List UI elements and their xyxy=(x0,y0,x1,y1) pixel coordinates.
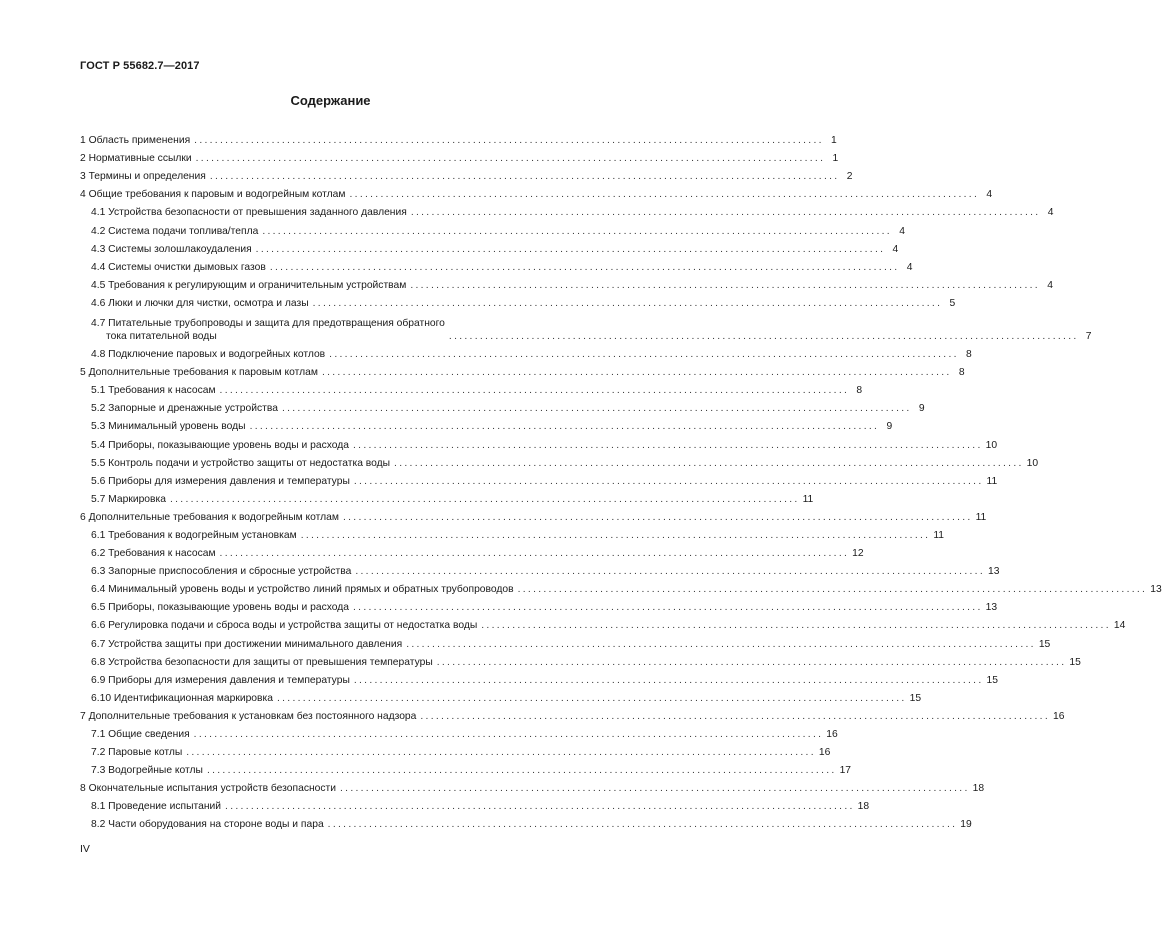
page-ref: 7 xyxy=(1085,330,1092,342)
document-header: ГОСТ Р 55682.7—2017 xyxy=(80,60,200,72)
dot-leader: .......................................................................................................................... xyxy=(276,692,907,704)
toc-entry-4-6[interactable]: 4.6 Люки и лючки для чистки, осмотра и лазы .......................................................................................................................... 5 xyxy=(91,297,956,309)
entry-label-line2: тока питательной воды xyxy=(106,330,217,342)
toc-entry-8-1[interactable]: 8.1 Проведение испытаний .......................................................................................................................... 18 xyxy=(91,801,870,813)
dot-leader: .......................................................................................................................... xyxy=(448,330,1079,342)
dot-leader: .......................................................................................................................... xyxy=(194,135,824,147)
toc-entry-4-2[interactable]: 4.2 Система подачи топлива/тепла .......................................................................................................................... 4 xyxy=(91,225,905,237)
dot-leader: .......................................................................................................................... xyxy=(300,529,931,541)
page-ref: 4 xyxy=(899,225,905,237)
toc-entry-5[interactable]: 5 Дополнительные требования к паровым котлам .......................................................................................................................... 8 xyxy=(80,367,965,379)
toc-entry-8[interactable]: 8 Окончательные испытания устройств безопасности .......................................................................................................................... 18 xyxy=(80,783,985,795)
dot-leader: .......................................................................................................................... xyxy=(327,819,958,831)
toc-entry-4-4[interactable]: 4.4 Системы очистки дымовых газов .......................................................................................................................... 4 xyxy=(91,261,913,273)
dot-leader: .......................................................................................................................... xyxy=(481,620,1111,632)
dot-leader: .......................................................................................................................... xyxy=(436,656,1067,668)
page-ref: 8 xyxy=(966,349,972,361)
toc-entry-6-5[interactable]: 6.5 Приборы, показывающие уровень воды и расхода .......................................................................................................................... 13 xyxy=(91,602,998,614)
toc-entry-6-2[interactable]: 6.2 Требования к насосам .......................................................................................................................... 12 xyxy=(91,548,864,560)
dot-leader: .......................................................................................................................... xyxy=(186,747,816,759)
page-ref: 12 xyxy=(852,548,864,560)
toc-entry-6-9[interactable]: 6.9 Приборы для измерения давления и температуры .......................................................................................................................... 15 xyxy=(91,674,998,686)
toc-entry-5-3[interactable]: 5.3 Минимальный уровень воды .......................................................................................................................... 9 xyxy=(91,421,893,433)
toc-entry-6[interactable]: 6 Дополнительные требования к водогрейным котлам .......................................................................................................................... 11 xyxy=(80,511,987,523)
dot-leader: .......................................................................................................................... xyxy=(353,602,983,614)
dot-leader: .......................................................................................................................... xyxy=(169,493,800,505)
toc-entry-4-8[interactable]: 4.8 Подключение паровых и водогрейных котлов .......................................................................................................................... 8 xyxy=(91,349,972,361)
dot-leader: .......................................................................................................................... xyxy=(269,261,900,273)
dot-leader: .......................................................................................................................... xyxy=(342,511,973,523)
page-ref: 18 xyxy=(972,783,985,795)
toc-entry-2[interactable]: 2 Нормативные ссылки .......................................................................................................................... 1 xyxy=(80,153,839,165)
dot-leader: .......................................................................................................................... xyxy=(219,548,850,560)
dot-leader: .......................................................................................................................... xyxy=(340,783,970,795)
page-ref: 15 xyxy=(1069,656,1081,668)
page-ref: 18 xyxy=(857,801,870,813)
toc-entry-5-5[interactable]: 5.5 Контроль подачи и устройство защиты от недостатка воды .......................................................................................................................... 10 xyxy=(91,457,1039,469)
page-ref: 10 xyxy=(1026,457,1039,469)
page-ref: 13 xyxy=(985,602,998,614)
page-ref: 11 xyxy=(802,493,814,505)
toc-entry-4-1[interactable]: 4.1 Устройства безопасности от превышения заданного давления .......................................................................................................................... 4 xyxy=(91,207,1054,219)
page-number: IV xyxy=(80,843,90,855)
toc-entry-6-3[interactable]: 6.3 Запорные приспособления и сбросные устройства .......................................................................................................................... 13 xyxy=(91,566,1000,578)
dot-leader: .......................................................................................................................... xyxy=(410,279,1040,291)
toc-entry-6-6[interactable]: 6.6 Регулировка подачи и сброса воды и устройства защиты от недостатка воды .......................................................................................................................... 14 xyxy=(91,620,1126,632)
dot-leader: .......................................................................................................................... xyxy=(225,801,855,813)
page-ref: 5 xyxy=(949,297,956,309)
page-ref: 4 xyxy=(1047,279,1053,291)
page-ref: 2 xyxy=(846,171,853,183)
dot-leader: .......................................................................................................................... xyxy=(219,385,850,397)
toc-entry-7-3[interactable]: 7.3 Водогрейные котлы .......................................................................................................................... 17 xyxy=(91,765,852,777)
dot-leader: .......................................................................................................................... xyxy=(349,189,980,201)
page-ref: 1 xyxy=(832,153,839,165)
toc-entry-4-7[interactable] xyxy=(80,310,1092,343)
toc-entry-6-1[interactable]: 6.1 Требования к водогрейным установкам .......................................................................................................................... 11 xyxy=(91,529,945,541)
dot-leader: .......................................................................................................................... xyxy=(195,153,826,165)
page-ref: 8 xyxy=(856,385,863,397)
toc-entry-4-3[interactable]: 4.3 Системы золошлакоудаления .......................................................................................................................... 4 xyxy=(91,243,899,255)
page-ref: 15 xyxy=(909,692,922,704)
page-ref: 13 xyxy=(987,566,1000,578)
page-ref: 19 xyxy=(960,819,972,831)
page-ref: 4 xyxy=(892,243,899,255)
page-ref: 4 xyxy=(906,261,913,273)
dot-leader: .......................................................................................................................... xyxy=(410,207,1041,219)
page-ref: 14 xyxy=(1113,620,1126,632)
table-of-contents xyxy=(80,129,1162,831)
page-ref: 11 xyxy=(986,475,998,487)
dot-leader: .......................................................................................................................... xyxy=(249,421,880,433)
dot-leader: .......................................................................................................................... xyxy=(517,584,1148,596)
toc-entry-6-10[interactable]: 6.10 Идентификационная маркировка .......................................................................................................................... 15 xyxy=(91,692,922,704)
page-ref: 4 xyxy=(986,189,993,201)
page-ref: 15 xyxy=(1038,638,1051,650)
page-ref: 11 xyxy=(933,529,945,541)
page-ref: 9 xyxy=(886,421,893,433)
page-ref: 10 xyxy=(985,439,998,451)
dot-leader: .......................................................................................................................... xyxy=(193,729,824,740)
page-ref: 13 xyxy=(1150,584,1162,596)
dot-leader: .......................................................................................................................... xyxy=(420,710,1051,722)
toc-entry-7[interactable]: 7 Дополнительные требования к установкам без постоянного надзора .......................................................................................................................... 16 xyxy=(80,710,1065,722)
dot-leader: .......................................................................................................................... xyxy=(355,566,985,578)
dot-leader: .......................................................................................................................... xyxy=(406,638,1036,650)
toc-entry-1[interactable]: 1 Область применения .......................................................................................................................... 1 xyxy=(80,135,837,147)
dot-leader: .......................................................................................................................... xyxy=(329,349,959,361)
toc-entry-6-4[interactable]: 6.4 Минимальный уровень воды и устройство линий прямых и обратных трубопроводов .......................................................................................................................... 13 xyxy=(91,584,1162,596)
toc-entry-6-8[interactable]: 6.8 Устройства безопасности для защиты от превышения температуры .......................................................................................................................... 15 xyxy=(91,656,1081,668)
page-ref: 15 xyxy=(986,674,998,686)
toc-entry-5-4[interactable]: 5.4 Приборы, показывающие уровень воды и расхода .......................................................................................................................... 10 xyxy=(91,439,998,451)
dot-leader: .......................................................................................................................... xyxy=(262,225,892,237)
toc-entry-5-1[interactable]: 5.1 Требования к насосам .......................................................................................................................... 8 xyxy=(91,385,863,397)
dot-leader: .......................................................................................................................... xyxy=(206,765,837,777)
dot-leader: .......................................................................................................................... xyxy=(255,243,886,255)
toc-entry-4[interactable]: 4 Общие требования к паровым и водогрейным котлам .......................................................................................................................... 4 xyxy=(80,189,993,201)
toc-entry-6-7[interactable]: 6.7 Устройства защиты при достижении минимального давления .......................................................................................................................... 15 xyxy=(91,638,1051,650)
toc-entry-7-1[interactable]: 7.1 Общие сведения .......................................................................................................................... 16 xyxy=(91,729,838,740)
dot-leader: .......................................................................................................................... xyxy=(312,297,943,309)
dot-leader: .......................................................................................................................... xyxy=(394,457,1024,469)
page-ref: 17 xyxy=(839,765,852,777)
page-ref: 9 xyxy=(918,403,925,415)
page-ref: 16 xyxy=(1053,710,1065,722)
page-ref: 1 xyxy=(831,135,837,147)
dot-leader: .......................................................................................................................... xyxy=(353,439,983,451)
page-ref: 11 xyxy=(975,511,987,523)
toc-entry-5-7[interactable]: 5.7 Маркировка .......................................................................................................................... 11 xyxy=(91,493,814,505)
toc-entry-4-5[interactable]: 4.5 Требования к регулирующим и ограничительным устройствам .......................................................................................................................... 4 xyxy=(91,279,1053,291)
toc-entry-7-2[interactable]: 7.2 Паровые котлы .......................................................................................................................... 16 xyxy=(91,747,831,759)
page-ref: 8 xyxy=(958,367,965,379)
toc-entry-5-6[interactable]: 5.6 Приборы для измерения давления и температуры .......................................................................................................................... 11 xyxy=(91,475,998,487)
toc-entry-8-2[interactable]: 8.2 Части оборудования на стороне воды и пара .......................................................................................................................... 19 xyxy=(91,819,972,831)
dot-leader: .......................................................................................................................... xyxy=(353,674,984,686)
entry-label-line1: 4.7 Питательные трубопроводы и защита для предотвращения обратного xyxy=(91,317,445,329)
dot-leader: .......................................................................................................................... xyxy=(209,171,840,183)
page-title: Содержание xyxy=(290,93,371,108)
toc-entry-3[interactable]: 3 Термины и определения .......................................................................................................................... 2 xyxy=(80,171,853,183)
dot-leader: .......................................................................................................................... xyxy=(321,367,952,379)
dot-leader: .......................................................................................................................... xyxy=(281,403,912,415)
page-ref: 16 xyxy=(826,729,838,740)
toc-entry-5-2[interactable]: 5.2 Запорные и дренажные устройства .......................................................................................................................... 9 xyxy=(91,403,925,415)
page-ref: 16 xyxy=(818,747,831,759)
dot-leader: .......................................................................................................................... xyxy=(353,475,984,487)
page-ref: 4 xyxy=(1047,207,1054,219)
